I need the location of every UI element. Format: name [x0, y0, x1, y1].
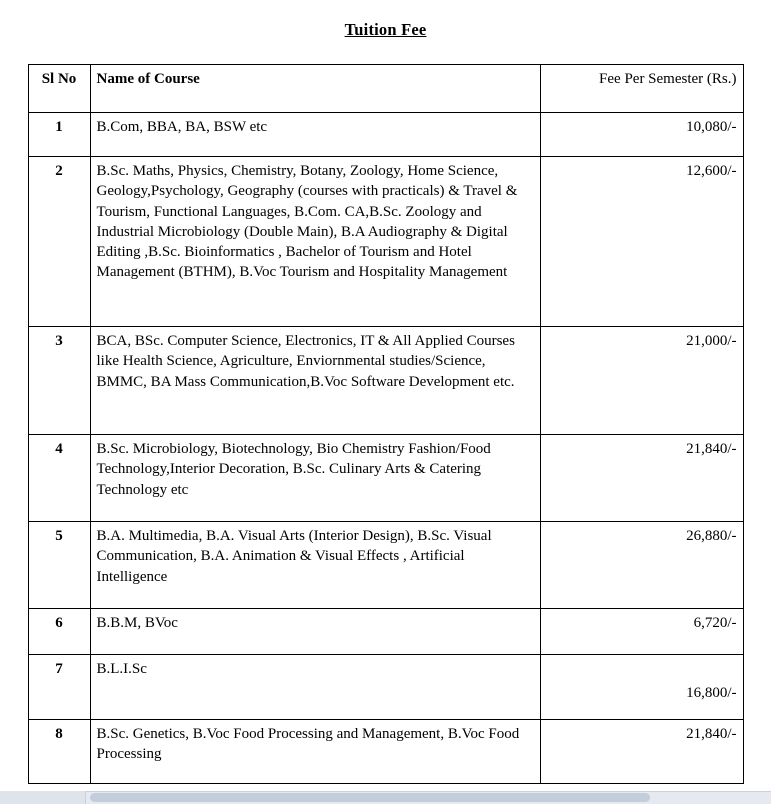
- sl-no-cell: 7: [28, 655, 90, 720]
- table-row: [28, 609, 743, 655]
- sl-no-cell: 8: [28, 720, 90, 784]
- sl-no-cell: 4: [28, 435, 90, 522]
- course-cell: B.B.M, BVoc: [90, 609, 540, 655]
- fee-cell: 6,720/-: [540, 609, 743, 655]
- course-cell: B.Sc. Genetics, B.Voc Food Processing and Management, B.Voc Food Processing: [90, 720, 540, 784]
- table-row: [28, 522, 743, 609]
- table-row: [28, 655, 743, 720]
- sl-no-cell: 3: [28, 327, 90, 435]
- table-row: [28, 327, 743, 435]
- fee-cell: 16,800/-: [540, 655, 743, 720]
- table-row: [28, 157, 743, 327]
- table-header-row: [28, 65, 743, 113]
- header-sl-no: Sl No: [28, 65, 90, 113]
- sl-no-cell: 1: [28, 113, 90, 157]
- fee-cell: 21,840/-: [540, 720, 743, 784]
- table-row: [28, 720, 743, 784]
- fee-cell: 12,600/-: [540, 157, 743, 327]
- fee-cell: 21,000/-: [540, 327, 743, 435]
- fee-cell: 26,880/-: [540, 522, 743, 609]
- header-course-name: Name of Course: [90, 65, 540, 113]
- page-title: Tuition Fee: [344, 20, 427, 39]
- fee-cell: 10,080/-: [540, 113, 743, 157]
- table-row: [28, 113, 743, 157]
- horizontal-scrollbar-thumb[interactable]: [90, 793, 650, 802]
- course-cell: B.Sc. Microbiology, Biotechnology, Bio Chemistry Fashion/Food Technology,Interior Decoration, B.Sc. Culinary Arts & Catering Technology etc: [90, 435, 540, 522]
- sl-no-cell: 5: [28, 522, 90, 609]
- course-cell: B.Com, BBA, BA, BSW etc: [90, 113, 540, 157]
- sl-no-cell: 2: [28, 157, 90, 327]
- horizontal-scrollbar-track[interactable]: [0, 791, 771, 804]
- course-cell: B.A. Multimedia, B.A. Visual Arts (Interior Design), B.Sc. Visual Communication, B.A. Animation & Visual Effects , Artificial Intelligence: [90, 522, 540, 609]
- scrollbar-corner: [0, 791, 86, 804]
- course-cell: B.Sc. Maths, Physics, Chemistry, Botany, Zoology, Home Science, Geology,Psychology, Geography (courses with practicals) & Travel & Tourism, Functional Languages, B.Com. CA,B.Sc. Zoology and Industrial Microbiology (Double Main), B.A Audiography & Digital Editing ,B.Sc. Bioinformatics , Bachelor of Tourism and Hotel Management (BTHM), B.Voc Tourism and Hospitality Management: [90, 157, 540, 327]
- table-row: [28, 435, 743, 522]
- fee-cell: 21,840/-: [540, 435, 743, 522]
- course-cell: BCA, BSc. Computer Science, Electronics, IT & All Applied Courses like Health Science, Agriculture, Enviornmental studies/Science, BMMC, BA Mass Communication,B.Voc Software Development etc.: [90, 327, 540, 435]
- header-fee-per-semester: Fee Per Semester (Rs.): [540, 65, 743, 113]
- course-cell: B.L.I.Sc: [90, 655, 540, 720]
- sl-no-cell: 6: [28, 609, 90, 655]
- tuition-fee-table: [28, 64, 744, 784]
